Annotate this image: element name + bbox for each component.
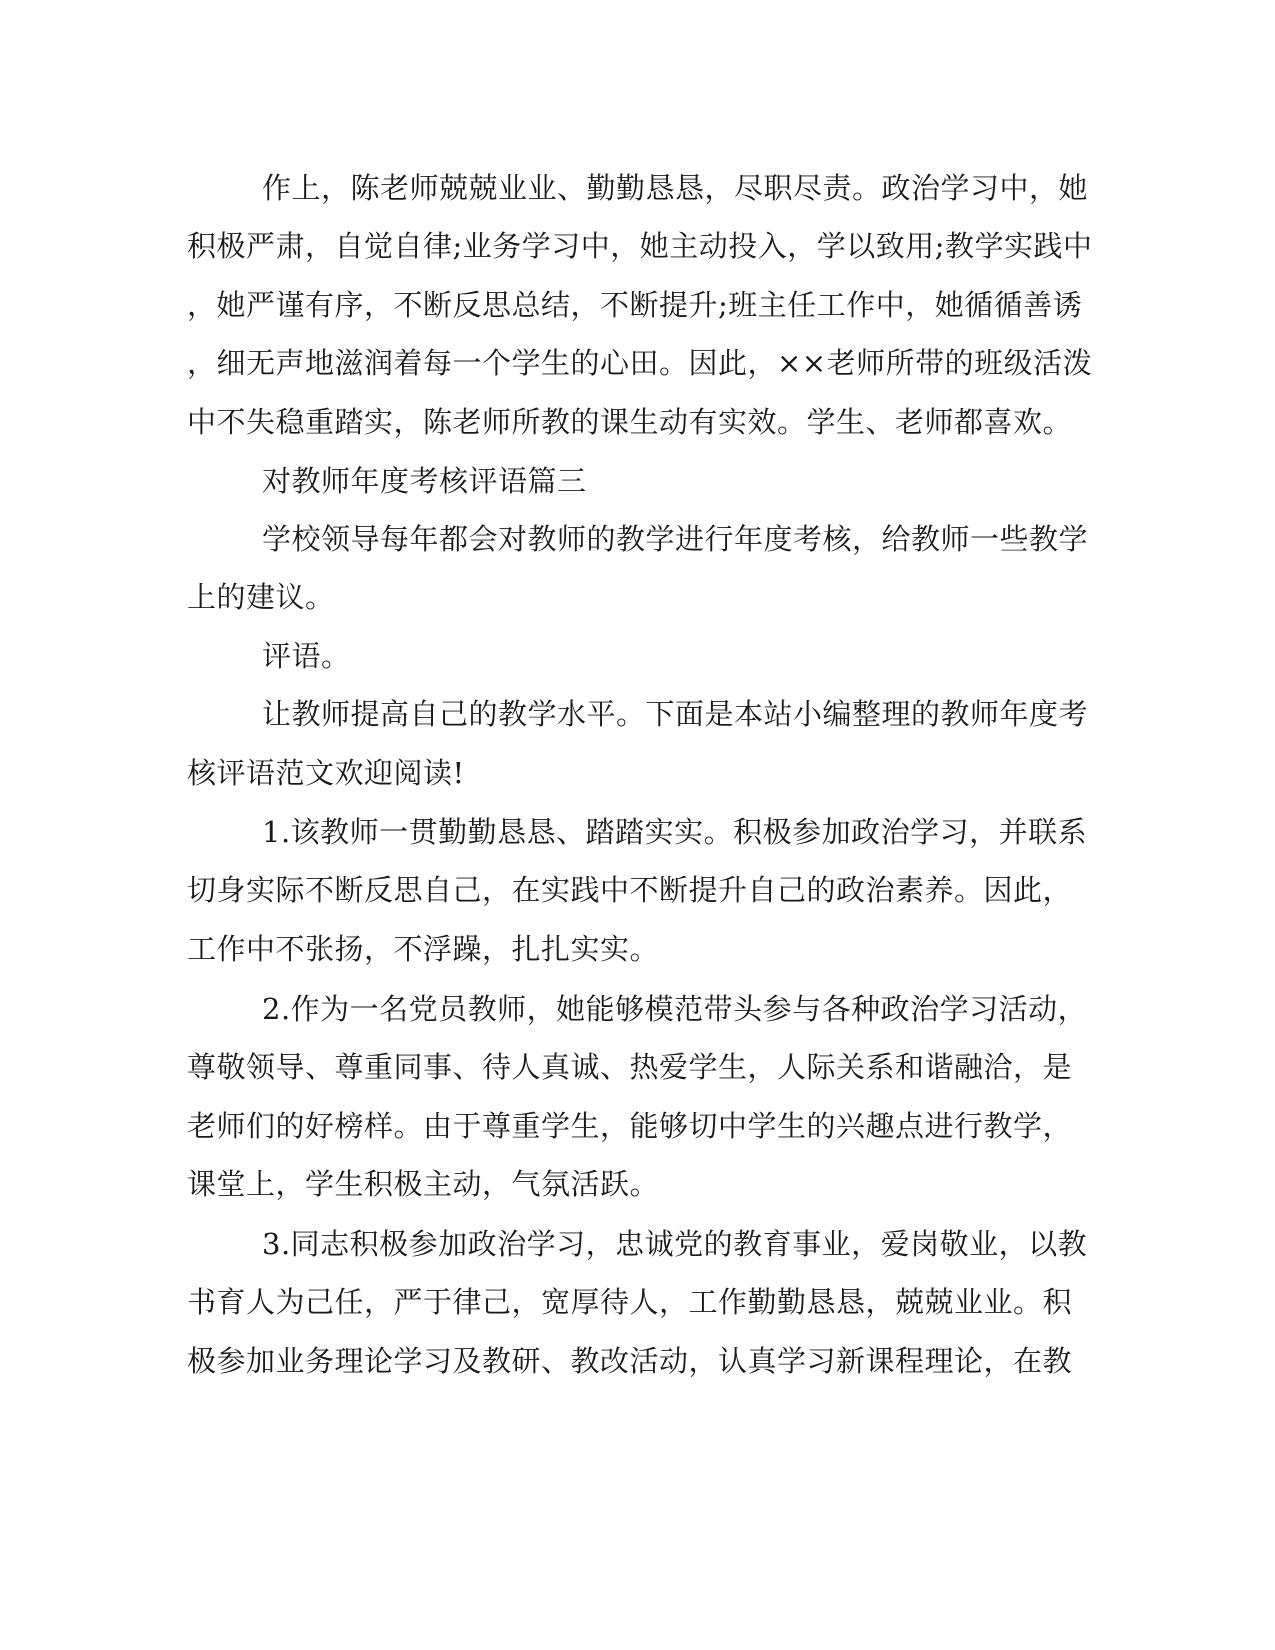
text-line: 3.同志积极参加政治学习，忠诚党的教育事业，爱岗敬业，以教 xyxy=(262,1227,1088,1261)
text-line: 工作中不张扬，不浮躁，扎扎实实。 xyxy=(187,932,660,966)
text-line: 中不失稳重踏实，陈老师所教的课生动有实效。学生、老师都喜欢。 xyxy=(187,405,1073,439)
text-line: 让教师提高自己的教学水平。下面是本站小编整理的教师年度考 xyxy=(262,697,1089,731)
section-heading: 对教师年度考核评语篇三 xyxy=(262,464,587,498)
text-line: 老师们的好榜样。由于尊重学生，能够切中学生的兴趣点进行教学， xyxy=(187,1109,1073,1143)
text-line: 核评语范文欢迎阅读! xyxy=(187,756,465,790)
text-line: 积极严肃，自觉自律;业务学习中，她主动投入，学以致用;教学实践中 xyxy=(187,229,1093,263)
text-line: 尊敬领导、尊重同事、待人真诚、热爱学生，人际关系和谐融洽，是 xyxy=(187,1050,1073,1084)
text-line: 1.该教师一贯勤勤恳恳、踏踏实实。积极参加政治学习，并联系 xyxy=(262,815,1088,849)
text-line: ，细无声地滋润着每一个学生的心田。因此，××老师所带的班级活泼 xyxy=(187,346,1093,380)
text-line: 极参加业务理论学习及教研、教改活动，认真学习新课程理论，在教 xyxy=(187,1344,1073,1378)
text-line: 2.作为一名党员教师，她能够模范带头参与各种政治学习活动， xyxy=(262,992,1088,1026)
text-line: 课堂上，学生积极主动，气氛活跃。 xyxy=(187,1167,660,1201)
text-line: 学校领导每年都会对教师的教学进行年度考核，给教师一些教学 xyxy=(262,522,1089,556)
text-line: 评语。 xyxy=(262,639,351,673)
text-line: 上的建议。 xyxy=(187,580,335,614)
text-line: ，她严谨有序，不断反思总结，不断提升;班主任工作中，她循循善诱 xyxy=(187,288,1083,322)
text-line: 切身实际不断反思自己，在实践中不断提升自己的政治素养。因此， xyxy=(187,873,1073,907)
text-line: 作上，陈老师兢兢业业、勤勤恳恳，尽职尽责。政治学习中，她 xyxy=(262,171,1089,205)
text-line: 书育人为己任，严于律己，宽厚待人，工作勤勤恳恳，兢兢业业。积 xyxy=(187,1285,1073,1319)
